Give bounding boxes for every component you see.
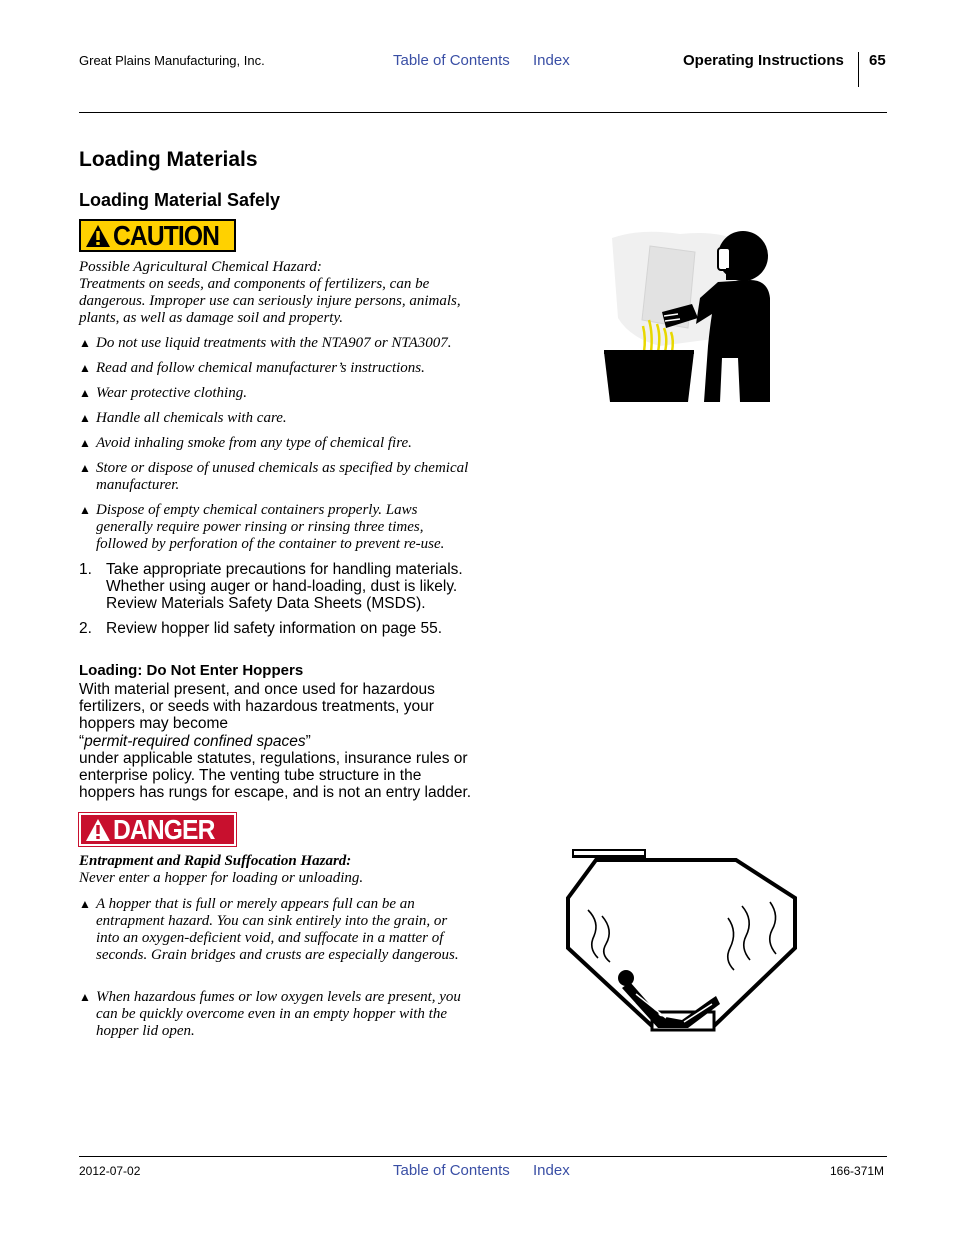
caution-bullet: ▲ Wear protective clothing. <box>79 385 247 401</box>
danger-badge <box>79 813 236 846</box>
caution-bullet: ▲ Avoid inhaling smoke from any type of chemical fire. <box>79 435 412 451</box>
caution-bullet: ▲ Read and follow chemical manufacturer’s instructions. <box>79 360 425 376</box>
header-rule <box>79 112 887 113</box>
caution-hazard-text: Treatments on seeds, and components of fertilizers, can be dangerous. Improper use can seriously injure persons, animals, plants, as well as damage soil and property. <box>79 276 461 326</box>
danger-label: DANGER <box>113 814 215 845</box>
page-number: 65 <box>869 52 886 69</box>
page-title: Loading Materials <box>79 148 258 171</box>
footer-toc-link[interactable]: Table of Contents <box>393 1162 510 1179</box>
danger-bullet: ▲ A hopper that is full or merely appears full can be an entrapment hazard. You can sink entirely into the grain, or into an oxygen-deficient void, and suffocate in a matter of seconds. Grain bridges and crusts are especially dangerous. <box>79 896 459 963</box>
warning-triangle-icon <box>85 224 111 248</box>
chemical-handling-illustration <box>600 228 775 406</box>
caution-bullet: ▲ Dispose of empty chemical containers properly. Laws generally require power rinsing or rinsing three times, followed by perforation of the container to prevent re-use. <box>79 502 445 552</box>
header-toc-link[interactable]: Table of Contents <box>393 52 510 69</box>
warning-triangle-icon <box>85 818 111 842</box>
do-not-enter-paragraph: With material present, and once used for hazardous fertilizers, or seeds with hazardous treatments, your hoppers may become “permit-required confined spaces” under applicable statutes, regulations, insurance rules or enterprise policy. The venting tube structure in the hoppers has rungs for escape, and is not an entry ladder. <box>79 681 472 802</box>
caution-label: CAUTION <box>113 220 220 251</box>
caution-badge <box>79 219 236 252</box>
footer-index-link[interactable]: Index <box>533 1162 570 1179</box>
hopper-entrapment-illustration <box>564 848 800 1034</box>
caution-bullet: ▲ Store or dispose of unused chemicals as specified by chemical manufacturer. <box>79 460 469 493</box>
header-company: Great Plains Manufacturing, Inc. <box>79 53 265 68</box>
footer-date: 2012-07-02 <box>79 1164 141 1178</box>
footer-doc-number: 166-371M <box>830 1164 885 1178</box>
header-section-title: Operating Instructions <box>683 52 844 69</box>
step-item: 1. Take appropriate precautions for handling materials. Whether using auger or hand-loading, dust is likely. Review Materials Safety Data Sheets (MSDS). <box>79 561 463 613</box>
footer-rule <box>79 1156 887 1157</box>
danger-hazard-title: Entrapment and Rapid Suffocation Hazard: <box>79 853 352 869</box>
caution-bullet: ▲ Do not use liquid treatments with the NTA907 or NTA3007. <box>79 335 452 351</box>
caution-bullet: ▲ Handle all chemicals with care. <box>79 410 287 426</box>
permit-term: permit-required confined spaces <box>84 732 306 750</box>
section-subtitle: Loading Material Safely <box>79 190 281 210</box>
step-item: 2. Review hopper lid safety information on page 55. <box>79 620 443 637</box>
danger-hazard-text: Never enter a hopper for loading or unloading. <box>79 870 364 886</box>
do-not-enter-heading: Loading: Do Not Enter Hoppers <box>79 662 304 679</box>
caution-hazard-title: Possible Agricultural Chemical Hazard: <box>79 259 322 275</box>
header-divider <box>858 52 859 87</box>
danger-bullet: ▲ When hazardous fumes or low oxygen levels are present, you can be quickly overcome even in an empty hopper with the hopper lid open. <box>79 989 461 1039</box>
header-index-link[interactable]: Index <box>533 52 570 69</box>
